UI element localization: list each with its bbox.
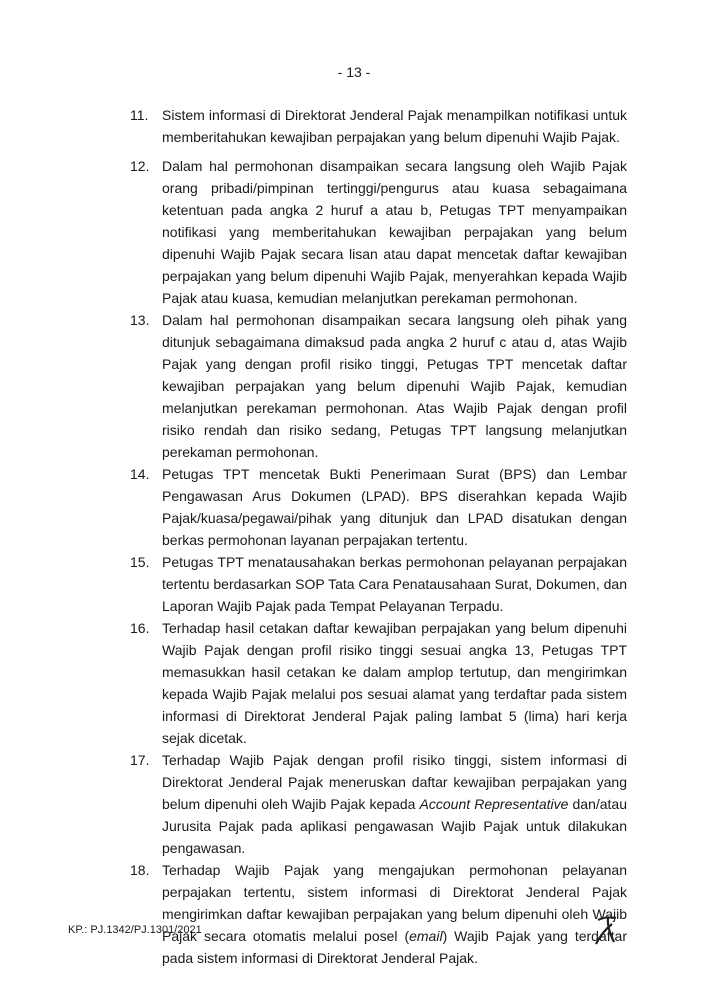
item-text: Dalam hal permohonan disampaikan secara langsung oleh Wajib Pajak orang pribadi/pimpinan tertinggi/pengurus atau kuasa sebagaimana ketentuan pada angka 2 huruf a atau b, Petugas TPT menyampaikan notifikasi yang memberitahukan kewajiban perpajakan yang belum dipenuhi Wajib Pajak secara lisan atau dapat mencetak daftar kewajiban perpajakan yang belum dipenuhi Wajib Pajak, menyerahkan kepada Wajib Pajak atau kuasa, kemudian melanjutkan perekaman permohonan. (162, 158, 627, 306)
item-number: 18. (130, 862, 150, 878)
page-number: - 13 - (337, 64, 371, 80)
text-part: ) Wajib Pajak yang terdaftar pada sistem informasi di Direktorat Jenderal Pajak. (162, 928, 627, 966)
item-text: Sistem informasi di Direktorat Jenderal Pajak menampilkan notifikasi untuk memberitahukan kewajiban perpajakan yang belum dipenuhi Wajib Pajak. (162, 107, 627, 145)
list-item-11 (130, 104, 627, 148)
item-number: 15. (130, 554, 150, 570)
list-item-12 (130, 155, 627, 309)
item-text (162, 859, 627, 969)
text-part: Terhadap Wajib Pajak yang mengajukan permohonan pelayanan perpajakan tertentu, sistem informasi di Direktorat Jenderal Pajak mengirimkan daftar kewajiban perpajakan yang belum dipenuhi oleh Wajib Pajak secara otomatis melalui posel ( (162, 862, 627, 944)
italic-term: email (409, 928, 443, 944)
item-text: Dalam hal permohonan disampaikan secara langsung oleh pihak yang ditunjuk sebagaimana dimaksud pada angka 2 huruf c atau d, atas Wajib Pajak yang dengan profil risiko tinggi, Petugas TPT mencetak daftar kewajiban perpajakan yang belum dipenuhi Wajib Pajak, kemudian melanjutkan perekaman permohonan. Atas Wajib Pajak dengan profil risiko rendah dan risiko sedang, Petugas TPT langsung melanjutkan perekaman permohonan. (162, 312, 627, 460)
item-text: Petugas TPT menatausahakan berkas permohonan pelayanan perpajakan tertentu berdasarkan SOP Tata Cara Penatausahaan Surat, Dokumen, dan Laporan Wajib Pajak pada Tempat Pelayanan Terpadu. (162, 554, 627, 614)
item-text: Terhadap hasil cetakan daftar kewajiban perpajakan yang belum dipenuhi Wajib Pajak dengan profil risiko tinggi sesuai angka 13, Petugas TPT memasukkan hasil cetakan ke dalam amplop tertutup, dan mengirimkan kepada Wajib Pajak melalui pos sesuai alamat yang terdaftar pada sistem informasi di Direktorat Jenderal Pajak paling lambat 5 (lima) hari kerja sejak dicetak. (162, 620, 627, 746)
item-number: 17. (130, 752, 150, 768)
document-reference: KP.: PJ.1342/PJ.1301/2021 (68, 924, 202, 936)
item-text (162, 749, 627, 859)
text-part: Terhadap Wajib Pajak dengan profil risiko tinggi, sistem informasi di Direktorat Jenderal Pajak meneruskan daftar kewajiban perpajakan yang belum dipenuhi oleh Wajib Pajak kepada (162, 752, 627, 812)
item-number: 13. (130, 312, 150, 328)
item-number: 11. (130, 107, 149, 123)
numbered-list (130, 104, 627, 969)
item-number: 14. (130, 466, 150, 482)
list-item-15 (130, 551, 627, 617)
list-item-13 (130, 309, 627, 463)
paraf-signature (592, 912, 622, 946)
list-item-18 (130, 859, 627, 969)
text-part: dan/atau Jurusita Pajak pada aplikasi pengawasan Wajib Pajak untuk dilakukan pengawasan. (162, 796, 627, 856)
list-item-16 (130, 617, 627, 749)
list-item-14 (130, 463, 627, 551)
item-number: 12. (130, 158, 150, 174)
item-number: 16. (130, 620, 150, 636)
list-item-17 (130, 749, 627, 859)
item-text: Petugas TPT mencetak Bukti Penerimaan Surat (BPS) dan Lembar Pengawasan Arus Dokumen (LPAD). BPS diserahkan kepada Wajib Pajak/kuasa/pegawai/pihak yang ditunjuk dan LPAD disatukan dengan berkas permohonan layanan perpajakan tertentu. (162, 466, 627, 548)
italic-term: Account Representative (419, 796, 569, 812)
